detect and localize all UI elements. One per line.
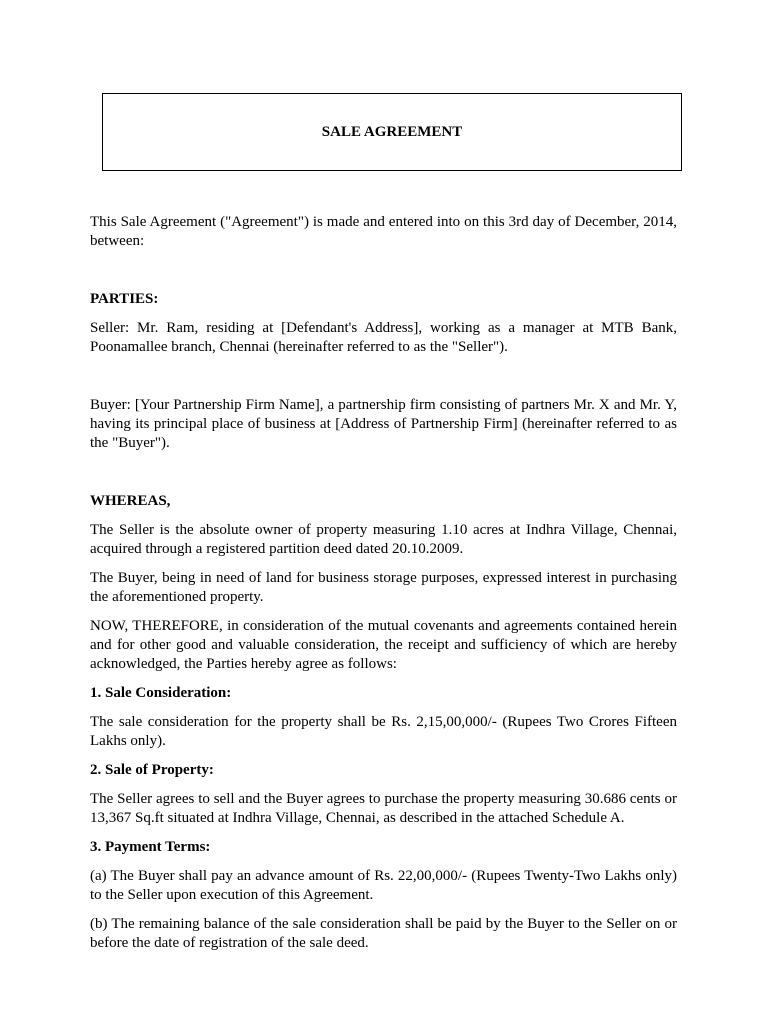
whereas-paragraph-2: The Buyer, being in need of land for business storage purposes, expressed interest in purchasing the aforementioned property. [90,570,677,605]
section-3-paragraph-2: (b) The remaining balance of the sale consideration shall be paid by the Buyer to the Seller on or before the date of registration of the sale deed. [90,916,677,951]
section-3-paragraph-1: (a) The Buyer shall pay an advance amount of Rs. 22,00,000/- (Rupees Twenty-Two Lakhs only) to the Seller upon execution of this Agreement. [90,868,677,903]
whereas-paragraph-3: NOW, THEREFORE, in consideration of the mutual covenants and agreements contained herein and for other good and valuable consideration, the receipt and sufficiency of which are hereby acknowledged, the Parties hereby agree as follows: [90,618,677,672]
parties-heading: PARTIES: [90,291,159,307]
intro-paragraph: This Sale Agreement ("Agreement") is made and entered into on this 3rd day of December, 2014, between: [90,214,677,249]
section-2-paragraph-1: The Seller agrees to sell and the Buyer agrees to purchase the property measuring 30.686 cents or 13,367 Sq.ft situated at Indhra Village, Chennai, as described in the attached Schedule A. [90,791,677,826]
document-title: SALE AGREEMENT [321,123,463,140]
section-3-heading: 3. Payment Terms: [90,839,211,855]
buyer-paragraph: Buyer: [Your Partnership Firm Name], a partnership firm consisting of partners Mr. X and Mr. Y, having its principal place of business at [Address of Partnership Firm] (hereinafter referred to as the "Buyer"). [90,397,677,451]
title-box [102,93,682,171]
seller-paragraph: Seller: Mr. Ram, residing at [Defendant's Address], working as a manager at MTB Bank, Poonamallee branch, Chennai (hereinafter referred to as the "Seller"). [90,320,677,355]
whereas-heading: WHEREAS, [90,493,171,509]
section-1-heading: 1. Sale Consideration: [90,685,232,701]
whereas-paragraph-1: The Seller is the absolute owner of property measuring 1.10 acres at Indhra Village, Chennai, acquired through a registered partition deed dated 20.10.2009. [90,522,677,557]
document-body [90,213,677,953]
section-2-heading: 2. Sale of Property: [90,762,214,778]
section-1-paragraph-1: The sale consideration for the property shall be Rs. 2,15,00,000/- (Rupees Two Crores Fifteen Lakhs only). [90,714,677,749]
